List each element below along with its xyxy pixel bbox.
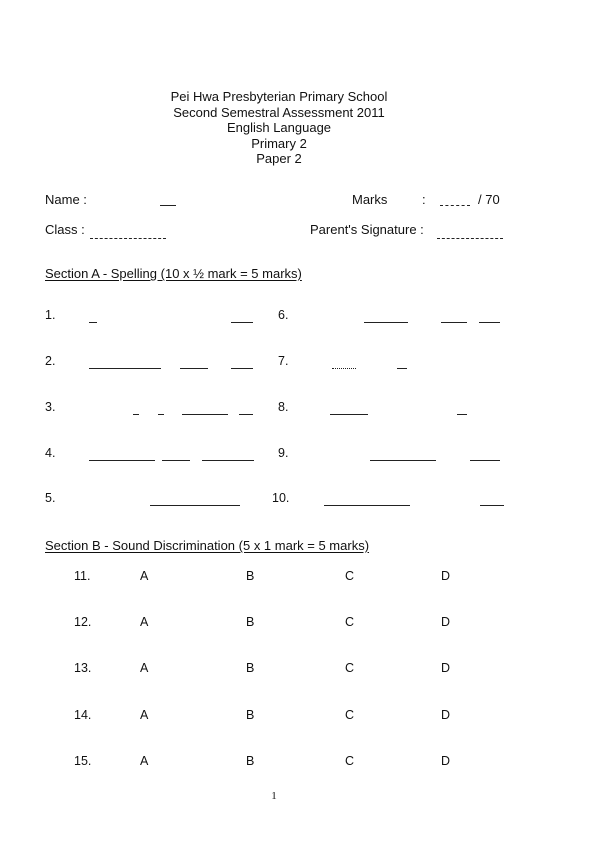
spelling-blank[interactable] [441,322,467,323]
question-number: 14. [74,708,92,722]
marks-blank[interactable] [440,205,470,206]
name-label: Name : [45,192,87,207]
spelling-blank[interactable] [231,322,253,323]
marks-label: Marks [352,192,388,207]
option-b[interactable]: B [246,754,255,768]
spelling-blank[interactable] [182,414,228,415]
option-a[interactable]: A [140,615,149,629]
document-header [0,89,558,167]
spelling-item-number: 7. [278,354,289,368]
spelling-blank[interactable] [330,414,368,415]
spelling-item-number: 3. [45,400,56,414]
parent-signature-blank[interactable] [437,238,503,239]
spelling-blank[interactable] [89,322,97,323]
spelling-blank[interactable] [332,368,356,369]
spelling-item-number: 9. [278,446,289,460]
option-c[interactable]: C [345,754,355,768]
spelling-blank[interactable] [162,460,190,461]
spelling-item-number: 5. [45,491,56,505]
spelling-item-number: 6. [278,308,289,322]
marks-colon: : [422,192,426,207]
section-b-title: Section B - Sound Discrimination (5 x 1 mark = 5 marks) [45,538,370,553]
option-d[interactable]: D [441,708,451,722]
spelling-blank[interactable] [89,460,155,461]
spelling-blank[interactable] [324,505,410,506]
spelling-blank[interactable] [231,368,253,369]
spelling-blank[interactable] [133,414,139,415]
spelling-blank[interactable] [470,460,500,461]
spelling-blank[interactable] [202,460,254,461]
level-title: Primary 2 [251,135,307,151]
spelling-blank[interactable] [479,322,500,323]
option-a[interactable]: A [140,569,149,583]
spelling-blank[interactable] [239,414,253,415]
option-a[interactable]: A [140,661,149,675]
spelling-blank[interactable] [397,368,407,369]
spelling-blank[interactable] [364,322,408,323]
paper-title: Paper 2 [256,151,302,166]
spelling-item-number: 1. [45,308,56,322]
option-c[interactable]: C [345,569,355,583]
option-c[interactable]: C [345,615,355,629]
spelling-blank[interactable] [480,505,504,506]
spelling-blank[interactable] [180,368,208,369]
option-b[interactable]: B [246,661,255,675]
question-number: 11. [74,569,91,583]
option-d[interactable]: D [441,754,451,768]
spelling-item-number: 10. [272,491,290,505]
assessment-title: Second Semestral Assessment 2011 [173,104,385,120]
class-label: Class : [45,222,85,237]
option-b[interactable]: B [246,708,255,722]
parent-signature-label: Parent's Signature : [310,222,424,237]
option-c[interactable]: C [345,661,355,675]
spelling-item-number: 4. [45,446,56,460]
option-d[interactable]: D [441,615,451,629]
spelling-blank[interactable] [158,414,164,415]
spelling-blank[interactable] [150,505,240,506]
subject-title: English Language [226,120,332,135]
question-number: 15. [74,754,92,768]
name-blank[interactable] [160,205,176,206]
school-name: Pei Hwa Presbyterian Primary School [170,89,388,104]
spelling-blank[interactable] [457,414,467,415]
option-a[interactable]: A [140,754,149,768]
spelling-blank[interactable] [89,368,161,369]
option-c[interactable]: C [345,708,355,722]
option-a[interactable]: A [140,708,149,722]
section-a-title: Section A - Spelling (10 x ½ mark = 5 marks) [45,266,302,281]
spelling-item-number: 8. [278,400,289,414]
question-number: 12. [74,615,92,629]
spelling-item-number: 2. [45,354,56,368]
option-d[interactable]: D [441,661,451,675]
marks-total: / 70 [478,192,500,207]
option-b[interactable]: B [246,615,255,629]
spelling-blank[interactable] [370,460,436,461]
class-blank[interactable] [90,238,166,239]
option-d[interactable]: D [441,569,451,583]
page-number: 1 [271,790,277,802]
option-b[interactable]: B [246,569,255,583]
question-number: 13. [74,661,92,675]
